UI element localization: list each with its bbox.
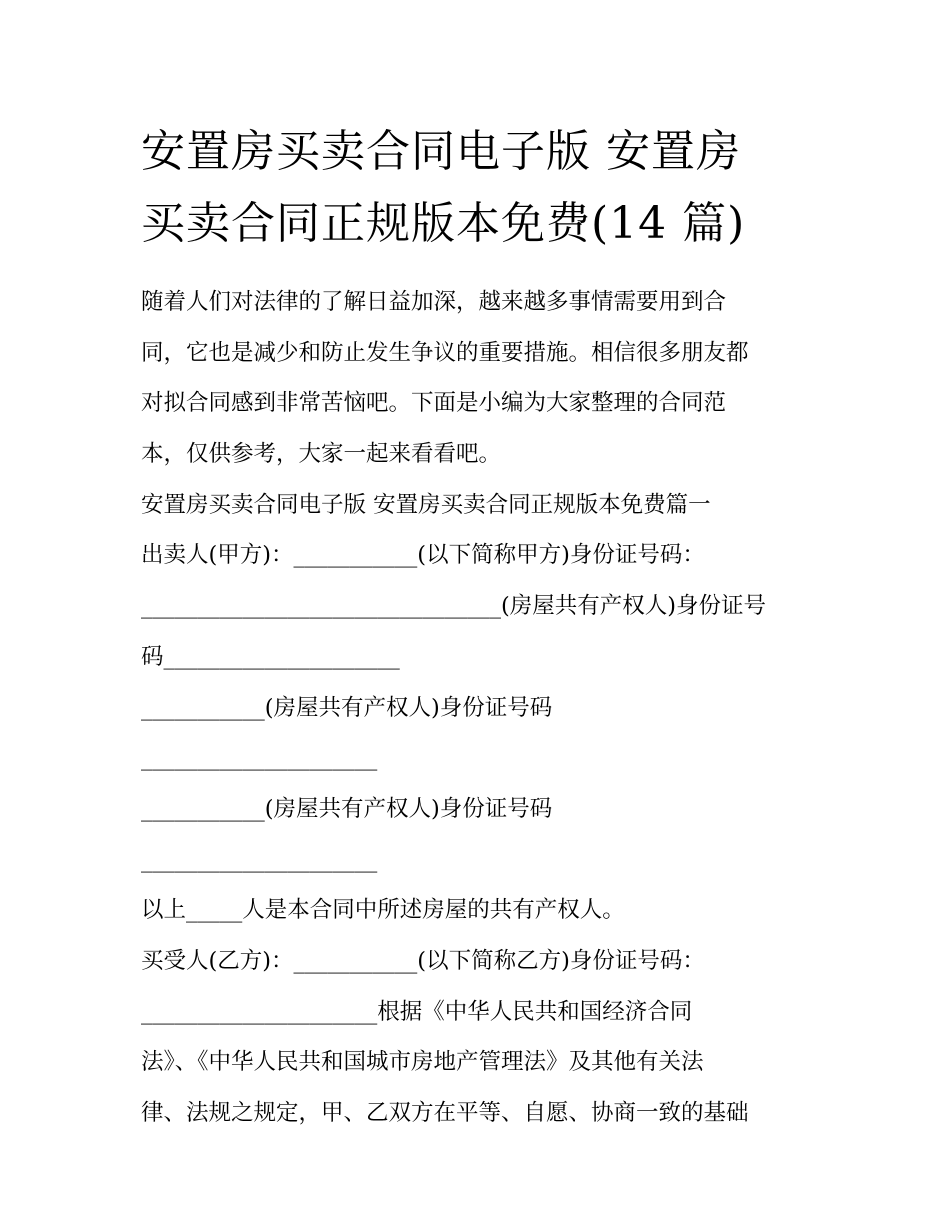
intro-line-3: 对拟合同感到非常苦恼吧。下面是小编为大家整理的合同范 [141, 390, 727, 417]
seller-line: 出卖人(甲方)：___________(以下简称甲方)身份证号码： [141, 542, 705, 569]
co-owner-line-2: ___________(房屋共有产权人)身份证号码 [141, 694, 553, 721]
co-owner-line-3: ___________(房屋共有产权人)身份证号码 [141, 795, 553, 822]
document-body [141, 282, 821, 1144]
id-number-line-3: _____________________ [141, 846, 378, 873]
co-owner-line-1: ________________________________(房屋共有产权人)身份证号 [141, 593, 767, 620]
id-number-line-2: _____________________ [141, 745, 378, 772]
co-owner-count-line: 以上_____人是本合同中所述房屋的共有产权人。 [141, 897, 625, 924]
legal-basis-line-2: 法》、《中华人民共和国城市房地产管理法》及其他有关法 [141, 1049, 704, 1076]
document-title [141, 116, 821, 260]
legal-basis-line-1: _____________________根据《中华人民共和国经济合同 [141, 998, 693, 1025]
buyer-line: 买受人(乙方)：___________(以下简称乙方)身份证号码： [141, 947, 705, 974]
title-line-1: 安置房买卖合同电子版 安置房 [141, 126, 741, 177]
intro-line-4: 本，仅供参考，大家一起来看看吧。 [141, 441, 502, 468]
section-heading: 安置房买卖合同电子版 安置房买卖合同正规版本免费篇一 [141, 491, 711, 518]
title-line-2: 买卖合同正规版本免费(14 篇) [141, 198, 746, 249]
id-number-line-1: 码_____________________ [141, 643, 400, 670]
intro-line-1: 随着人们对法律的了解日益加深，越来越多事情需要用到合 [141, 289, 727, 315]
legal-basis-line-3: 律、法规之规定，甲、乙双方在平等、自愿、协商一致的基础 [141, 1100, 749, 1126]
intro-line-2: 同，它也是减少和防止发生争议的重要措施。相信很多朋友都 [141, 339, 749, 366]
